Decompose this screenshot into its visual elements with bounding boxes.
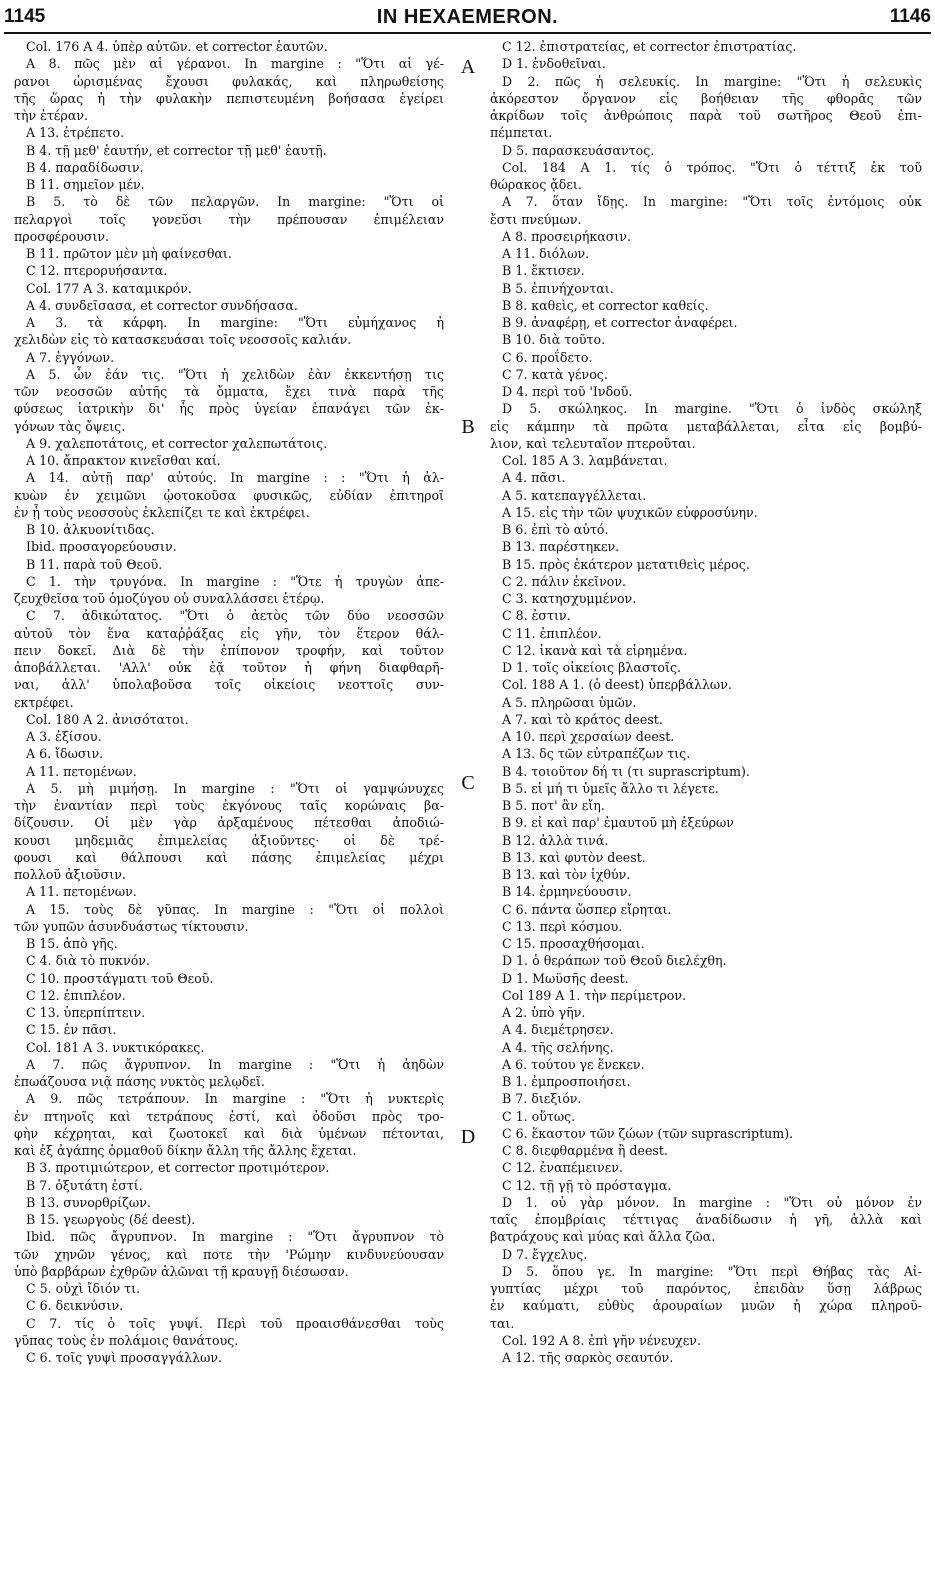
text-line: A 11. πετομένων. <box>26 763 137 779</box>
text-line: B 4. τοιοῦτον δή τι (τι suprascriptum). <box>502 763 750 779</box>
text-line: B 15. ἀπὸ γῆς. <box>26 936 118 951</box>
text-line: Col. 184 A 1. τίς ὁ τρόπος. "Ὅτι ὁ τέττιξ ἐκ τοῦ <box>502 159 922 175</box>
text-line: C 7. τίς ὁ τοῖς γυψί. Περὶ τοῦ προαισθάνεσθαι τοὺς <box>26 1315 444 1331</box>
text-line: C 12. ἐπιστρατείας, et corrector ἐπιστρατίας. <box>502 39 797 54</box>
text-line: C 15. προσαχθήσομαι. <box>502 936 645 951</box>
text-line: C 13. περὶ κόσμου. <box>502 918 623 934</box>
text-line: Col. 176 A 4. ὑπὲρ αὐτῶν. et corrector ἑαυτῶν. <box>26 39 328 54</box>
text-line: τῶν γυπῶν ἀσυνδυάστως τίκτουσιν. <box>14 918 249 934</box>
text-line: ται. <box>490 1315 515 1331</box>
text-line: B 13. παρέστηκεν. <box>502 539 620 555</box>
text-line: A 7. πῶς ἄγρυπνον. In margine : "Ὅτι ἡ ἀηδὼν <box>26 1056 444 1072</box>
text-line: Col 189 A 1. τὴν περίμετρον. <box>502 987 687 1003</box>
text-line: D 4. περὶ τοῦ 'Ινδοῦ. <box>502 384 633 399</box>
text-line: C 8. ἐστιν. <box>502 608 571 624</box>
text-line: B 13. καὶ τὸν ἰχθύν. <box>502 867 631 882</box>
text-line: πέμπεται. <box>490 125 553 141</box>
text-line: A 10. ἄπρακτον κινεῖσθαι καί. <box>26 453 221 468</box>
text-line: γόνων τὰς ὄψεις. <box>14 418 126 434</box>
text-line: B 8. καθεὶς, et corrector καθείς. <box>502 297 709 313</box>
text-line: A 2. ὑπὸ γῆν. <box>502 1005 586 1020</box>
text-line: B 5. ποτ' ἂν εἴη. <box>502 798 605 813</box>
right-column <box>490 38 922 1588</box>
text-line: δίζουσιν. Οἱ μὲν γὰρ ἀρξαμένους πέτεσθαι ἀποδιώ- <box>14 815 444 831</box>
text-line: C 7. κατὰ γένος. <box>502 366 608 382</box>
text-line: D 1. οὐ γὰρ μόνον. In margine : "Ὅτι οὐ μόνον ἐν <box>502 1194 922 1210</box>
text-line: C 11. ἐπιπλέον. <box>502 625 602 641</box>
text-line: προσφέρουσιν. <box>14 228 110 244</box>
text-line: A 11. πετομένων. <box>26 884 137 900</box>
text-line: ναι, ἀλλ' ὑπολαβοῦσα τοῖς οἰκείοις νεοττοῖς συν- <box>14 677 444 693</box>
text-line: B 5. τὸ δὲ τῶν πελαργῶν. In margine: "Ὅτι οἱ <box>26 194 444 210</box>
text-line: A 7. ἐγγόνων. <box>26 349 115 365</box>
text-line: D 1. Μωϋσῆς deest. <box>502 970 629 986</box>
text-line: C 6. τοῖς γυψὶ προσαγγάλλων. <box>26 1350 223 1365</box>
text-line: C 6. ἕκαστον τῶν ζώων (τῶν suprascriptum). <box>502 1125 794 1141</box>
text-line: Col. 192 A 8. ἐπὶ γῆν νένευχεν. <box>502 1332 701 1348</box>
text-line: ἔστι πνεύμων. <box>490 211 582 227</box>
running-title: IN HEXAEMERON. <box>376 6 559 28</box>
text-line: A 6. ἴδωσιν. <box>26 746 104 762</box>
text-line: B 5. ἐπινήχονται. <box>502 280 614 296</box>
text-line: ἐν καύματι, εὐθὺς ἀρουραίων μυῶν ἡ χώρα πληροῦ- <box>490 1298 922 1314</box>
text-line: A 10. περὶ χερσαίων deest. <box>502 729 675 744</box>
text-line: γῦπας τοὺς ἐν πολάμοις θανάτους. <box>14 1332 239 1348</box>
text-line: B 4. παραδίδωσιν. <box>26 159 144 175</box>
text-line: ταῖς ἐπομβρίαις τέττιγας ἀναδίδωσιν ἡ γῆ, ἀλλὰ καὶ <box>490 1212 922 1227</box>
text-line: A 4. διεμέτρησεν. <box>502 1022 614 1038</box>
section-mark-c: C <box>461 772 475 794</box>
text-line: βατράχους καὶ μύας καὶ ἄλλα ζῶα. <box>490 1229 716 1245</box>
page-number-right: 1146 <box>889 6 931 27</box>
text-line: C 12. ἱκανὰ καὶ τὰ εἰρημένα. <box>502 642 688 658</box>
text-line: τὴν ἑτέραν. <box>14 108 88 123</box>
text-line: C 12. πτερορυήσαντα. <box>26 263 168 279</box>
text-line: B 10. ἀλκυονίτιδας. <box>26 522 155 537</box>
text-line: C 8. διεφθαρμένα ἢ deest. <box>502 1143 668 1158</box>
text-line: D 5. ὅπου γε. In margine: "Ὅτι περὶ Θήβας τὰς Αἰ- <box>502 1263 922 1279</box>
text-line: ἀκόρεστον ὄργανον εἰς βοήθειαν τῆς φθορᾶς τῶν <box>490 90 922 106</box>
text-line: A 15. εἰς τὴν τῶν ψυχικῶν εὐφροσύνην. <box>502 504 758 520</box>
text-line: B 15. πρὸς ἑκάτερον μετατιθεὶς μέρος. <box>502 556 750 572</box>
text-line: ἐπωάζουσα νιᾷ πάσης νυκτὸς μελῳδεῖ. <box>14 1074 265 1089</box>
text-line: A 13. δς τῶν εὐτραπέζων τις. <box>502 746 691 762</box>
text-line: φύσεως ἰατρικὴν δι' ἧς πρὸς ὑγείαν ἐπανάγει τῶν ἐκ- <box>14 401 444 417</box>
text-line: εκτρέφει. <box>14 694 74 710</box>
text-line: C 5. οὐχὶ ἴδιόν τι. <box>26 1281 141 1296</box>
left-column <box>14 38 444 1588</box>
text-line: A 5. ὧν ἐάν τις. "Ὅτι ἡ χελιδὼν ἐὰν ἐκκεντήσῃ τις <box>26 366 444 382</box>
text-line: C 12. ἐναπέμεινεν. <box>502 1160 623 1176</box>
text-line: B 7. ὀξυτάτη ἐστί. <box>26 1177 143 1193</box>
text-line: Col. 188 A 1. (ὁ deest) ὑπερβάλλων. <box>502 677 732 693</box>
text-line: τὴν ἐναντίαν περὶ τοὺς ἐκγόνους ταῖς κορώναις βα- <box>14 798 444 813</box>
text-line: B 6. ἐπὶ τὸ αὐτό. <box>502 522 609 537</box>
text-line: C 1. οὕτως. <box>502 1108 576 1124</box>
text-line: Col. 185 A 3. λαμβάνεται. <box>502 453 668 468</box>
text-line: C 2. πάλιν ἐκεῖνον. <box>502 573 627 589</box>
text-line: A 6. τούτου γε ἕνεκεν. <box>502 1056 645 1072</box>
text-line: D 1. ἐνδοθεῖναι. <box>502 56 606 72</box>
text-line: B 1. ἔκτισεν. <box>502 263 585 279</box>
section-mark-b: B <box>461 416 475 438</box>
text-line: ἐν ᾗ τοὺς νεοσσοὺς ἐκλεπίζει τε καὶ ἐκτρέφει. <box>14 504 310 520</box>
text-line: φουσι καὶ θάλπουσι καὶ πάσης ἐπιμελείας μέχρι <box>14 849 444 865</box>
text-line: A 15. τοὺς δὲ γῦπας. In margine : "Ὅτι οἱ πολλοὶ <box>26 901 444 917</box>
text-line: D 5. σκώληκος. In margine. "Ὅτι ὁ ἰνδὸς σκώληξ <box>502 401 922 417</box>
text-line: A 7. καὶ τὸ κράτος deest. <box>502 711 663 727</box>
text-line: Col. 181 A 3. νυκτικόρακες. <box>26 1039 205 1055</box>
text-line: C 12. ἐπιπλέον. <box>26 987 126 1003</box>
text-line: B 1. ἐμπροσποιήσει. <box>502 1074 631 1089</box>
text-line: C 13. ὑπερπίπτειν. <box>26 1005 146 1020</box>
text-line: Ibid. πῶς ἄγρυπνον. In margine : "Ὅτι ἄγρυπνον τὸ <box>26 1229 444 1245</box>
text-line: B 9. εἰ καὶ παρ' ἐμαυτοῦ μὴ ἐξεύρων <box>502 815 734 831</box>
text-line: κουσι μηδεμιᾶς ἐπιμελείας ἀξιοῦντες· οἱ δὲ τρέ- <box>14 832 444 848</box>
text-line: B 14. ἑρμηνεύουσιν. <box>502 884 632 900</box>
text-line: Col. 180 A 2. ἀνισότατοι. <box>26 711 189 727</box>
page-header <box>4 6 931 34</box>
text-line: χελιδὼν εἰς τὸ κατασκευάσαι τοῖς νεοσσοῖς καλιάν. <box>14 332 352 348</box>
text-line: B 5. εἰ μή τι ὑμεῖς ἄλλο τι λέγετε. <box>502 780 719 796</box>
page-number-left: 1145 <box>4 6 46 27</box>
text-line: D 7. ἔγχελυς. <box>502 1246 588 1262</box>
text-line: B 7. διεξιόν. <box>502 1091 582 1107</box>
text-line: C 4. διὰ τὸ πυκνόν. <box>26 953 150 969</box>
text-line: B 11. σημεῖον μέν. <box>26 177 145 192</box>
text-line: B 10. διὰ τοῦτο. <box>502 332 606 348</box>
text-line: B 11. παρὰ τοῦ Θεοῦ. <box>26 556 163 572</box>
text-line: B 4. τῇ μεθ' ἑαυτήν, et corrector τῇ μεθ' ἑαυτῇ. <box>26 142 327 158</box>
text-line: κυὼν ἐν χειμῶνι ᾠοτοκοῦσα φυσικῶς, εὐδίαν ἐπιτηροῖ <box>14 487 444 503</box>
text-line: πολλοῦ ἀξιοῦσιν. <box>14 867 126 882</box>
text-line: Ibid. προσαγορεύουσιν. <box>26 539 177 555</box>
text-line: ἀποβάλλεται. 'Αλλ' οὐκ ἐᾷ τοῦτον ἡ φήνη διαφθαρῆ- <box>14 660 444 675</box>
text-line: C 12. τῇ γῇ τὸ πρόσταγμα. <box>502 1177 672 1193</box>
text-line: C 7. ἀδικώτατος. "Ὅτι ὁ ἀετὸς τῶν δύο νεοσσῶν <box>26 608 444 624</box>
text-line: φὴν κέχρηται, καὶ ζωοτοκεῖ καὶ διὰ ὑμένων πέτονται, <box>14 1125 444 1141</box>
text-line: D 1. ὁ θεράπων τοῦ Θεοῦ διελέχθη. <box>502 953 727 969</box>
text-line: καὶ ἐξ ἀγάπης ὁρμαθοῦ δίκην ἄλλη τῆς ἄλλης ἔχεται. <box>14 1143 357 1158</box>
text-line: πειν δοκεῖ. Διὰ δὲ τὴν ἐπίπονον τροφήν, καὶ τοῦτον <box>14 642 444 658</box>
text-line: A 13. ἐτρέπετο. <box>26 125 125 141</box>
text-line: ἐν πτηνοῖς καὶ τετράπους ἐστί, καὶ ὀδοῦσι πρὸς τρο- <box>14 1108 444 1124</box>
text-line: C 1. τὴν τρυγόνα. In margine : "Ὅτε ἡ τρυγὼν ἀπε- <box>26 573 444 589</box>
text-line: A 12. τῆς σαρκὸς σεαυτόν. <box>502 1350 674 1365</box>
text-line: D 5. παρασκευάσαντος. <box>502 142 655 158</box>
text-line: A 5. κατεπαγγέλλεται. <box>502 487 647 503</box>
text-line: A 4. τῆς σελήνης. <box>502 1039 614 1055</box>
text-line: A 5. πληρῶσαι ὑμῶν. <box>502 694 637 710</box>
text-line: B 3. προτιμιώτερον, et corrector προτιμότερον. <box>26 1160 330 1176</box>
text-line: θώρακος ᾄδει. <box>490 177 582 192</box>
text-line: A 8. πῶς μὲν αἱ γέρανοι. In margine : "Ὅτι αἱ γέ- <box>26 56 444 72</box>
section-mark-d: D <box>460 1126 476 1148</box>
text-line: αὐτοῦ τὸν ἕνα καταῤῥάξας εἰς γῆν, τὸν ἕτερον θάλ- <box>14 625 444 641</box>
text-line: C 6. δεικνύσιν. <box>26 1298 124 1314</box>
text-line: B 15. γεωργοὺς (δέ deest). <box>26 1212 196 1227</box>
text-line: D 2. πῶς ἡ σελευκίς. In margine: "Ὅτι ἡ σελευκὶς <box>502 73 922 89</box>
text-line: D 1. τοῖς οἰκείοις βλαστοῖς. <box>502 660 681 675</box>
text-line: τῶν νεοσσῶν αὐτῆς τὰ ὄμματα, ἔχει τινὰ παρὰ τῆς <box>14 384 444 399</box>
text-line: γυπτίας μέχρι τοῦ παρόντος, ἐπειδὰν ὕσῃ λάβρως <box>490 1281 922 1296</box>
text-line: A 9. χαλεποτάτοις, et corrector χαλεπωτάτοις. <box>26 435 328 451</box>
text-line: A 3. τὰ κάρφη. In margine: "Ὅτι εὐμήχανος ἡ <box>26 315 444 330</box>
text-line: C 6. προΐδετο. <box>502 349 593 365</box>
text-line: A 7. ὅταν ἴδῃς. In margine: "Ὅτι τοῖς ἐντόμοις οὐκ <box>502 194 922 210</box>
text-line: C 10. προστάγματι τοῦ Θεοῦ. <box>26 970 214 986</box>
text-line: Col. 177 A 3. καταμικρόν. <box>26 280 192 296</box>
text-line: λιον, καὶ τελευταῖον πτεροῦται. <box>490 435 696 451</box>
text-line: B 9. ἀναφέρῃ, et corrector ἀναφέρει. <box>502 315 738 330</box>
text-line: τῆς ὥρας ἡ τὴν φυλακὴν πεπιστευμένη βοήσασα ἐγείρει <box>14 90 444 106</box>
text-line: C 15. ἐν πᾶσι. <box>26 1022 117 1038</box>
text-line: τῶν χηνῶν γένος, καὶ ποτε τὴν 'Ρώμην κινδυνεύουσαν <box>14 1246 444 1262</box>
text-line: πελαργοὶ τοῖς γονεῦσι τὴν πρέπουσαν ἐπιμέλειαν <box>14 211 444 227</box>
text-line: εἰς κάμπην τὰ πρῶτα μεταβάλλεται, εἶτα εἰς βομβύ- <box>490 418 922 434</box>
text-line: B 12. ἀλλὰ τινά. <box>502 832 609 848</box>
text-line: A 5. μὴ μιμήσῃ. In margine : "Ὅτι οἱ γαμψώνυχες <box>26 780 444 796</box>
text-line: A 8. προσειρήκασιν. <box>502 228 631 244</box>
text-line: ἀκρίδων τοῖς ἀνθρώποις παρὰ τοῦ σωτῆρος Θεοῦ ἐπι- <box>490 108 922 123</box>
text-line: ὑπὸ βαρβάρων ἐχθρῶν ἁλῶναι τῇ κραυγῇ διέσωσαν. <box>14 1263 349 1279</box>
text-line: A 9. πῶς τετράπουν. In margine : "Ὅτι ἡ νυκτερὶς <box>26 1091 444 1107</box>
section-mark-a: A <box>460 56 476 78</box>
text-line: C 3. κατησχυμμένον. <box>502 591 637 606</box>
text-line: B 13. καὶ φυτὸν deest. <box>502 849 646 865</box>
text-line: A 3. ἐξίσου. <box>26 729 102 744</box>
text-line: A 4. πᾶσι. <box>502 470 566 486</box>
text-line: ζευχθεῖσα τοῦ ὁμοζύγου οὐ συναλλάσσει ἑτέρῳ. <box>14 591 325 606</box>
text-line: B 13. συνορθρίζων. <box>26 1194 151 1210</box>
text-line: ρανοι ὡρισμένας ἔχουσι φυλακάς, καὶ πληρωθείσης <box>14 73 444 89</box>
text-line: C 6. πάντα ὥσπερ εἴρηται. <box>502 901 672 917</box>
text-line: A 4. συνδεῖσασα, et corrector συνδήσασα. <box>26 297 298 313</box>
text-line: B 11. πρῶτον μὲν μὴ φαίνεσθαι. <box>26 246 232 261</box>
text-line: A 11. διόλων. <box>502 246 590 261</box>
text-line: A 14. αὐτῇ παρ' αὐτούς. In margine : : "Ὅτι ἡ ἀλ- <box>26 470 444 486</box>
